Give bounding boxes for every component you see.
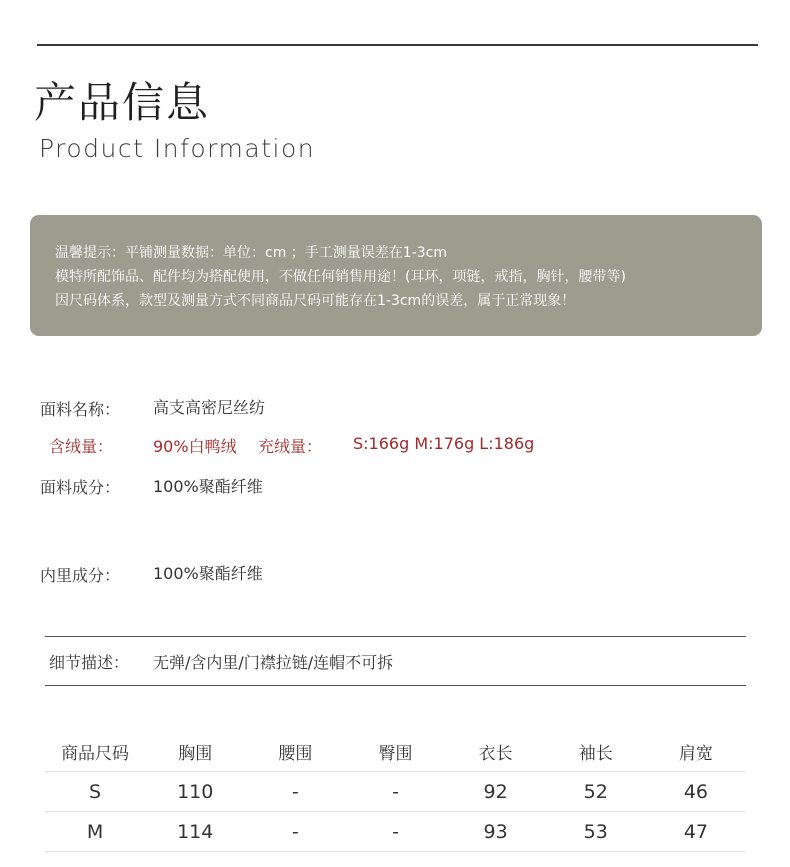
lining-composition-value: 100%聚酯纤维 xyxy=(153,564,263,583)
size-cell: 52 xyxy=(546,772,646,812)
size-cell: 47 xyxy=(646,812,746,852)
table-row xyxy=(45,772,746,812)
detail-desc-value: 无弹/含内里/门襟拉链/连帽不可拆 xyxy=(153,653,394,672)
size-cell: - xyxy=(245,772,345,812)
page-title: 产品信息 xyxy=(34,78,211,127)
size-header-cell: 肩宽 xyxy=(646,731,746,772)
down-content-value: 90%白鸭绒 xyxy=(153,437,237,456)
detail-bottom-divider xyxy=(45,685,746,686)
size-header-cell: 商品尺码 xyxy=(45,731,145,772)
fill-amount-label: 充绒量： xyxy=(258,437,323,456)
size-cell: S xyxy=(45,772,145,812)
down-content-label: 含绒量： xyxy=(49,437,114,456)
fill-amount-value: S:166g M:176g L:186g xyxy=(353,434,535,453)
notice-line: 因尺码体系，款型及测量方式不同商品尺码可能存在1-3cm的误差，属于正常现象！ xyxy=(55,293,576,309)
size-header-cell: 袖长 xyxy=(546,731,646,772)
fabric-composition-value: 100%聚酯纤维 xyxy=(153,477,263,496)
size-header-cell: 衣长 xyxy=(446,731,546,772)
size-cell: 92 xyxy=(446,772,546,812)
notice-line: 温馨提示：平铺测量数据：单位：cm ；手工测量误差在1-3cm xyxy=(55,245,447,261)
size-cell: - xyxy=(345,772,445,812)
fabric-name-label: 面料名称： xyxy=(40,400,121,419)
size-header-cell: 胸围 xyxy=(145,731,245,772)
notice-box xyxy=(30,215,762,336)
size-cell: 93 xyxy=(446,812,546,852)
size-cell: 46 xyxy=(646,772,746,812)
page-subtitle: Product Information xyxy=(39,134,316,163)
size-cell: 53 xyxy=(546,812,646,852)
size-header-cell: 臀围 xyxy=(345,731,445,772)
size-table xyxy=(45,731,746,852)
lining-composition-label: 内里成分： xyxy=(40,566,121,585)
top-divider xyxy=(37,44,758,46)
detail-top-divider xyxy=(45,636,746,637)
fabric-composition-label: 面料成分： xyxy=(40,478,121,497)
size-cell: 110 xyxy=(145,772,245,812)
notice-line: 模特所配饰品、配件均为搭配使用，不做任何销售用途！(耳环，项链，戒指，胸针，腰带等) xyxy=(55,269,626,285)
size-cell: - xyxy=(345,812,445,852)
size-cell: M xyxy=(45,812,145,852)
fabric-name-value: 高支高密尼丝纺 xyxy=(153,398,266,417)
table-row xyxy=(45,812,746,852)
size-table-header-row xyxy=(45,731,746,772)
detail-desc-label: 细节描述： xyxy=(49,653,130,672)
size-header-cell: 腰围 xyxy=(245,731,345,772)
size-cell: 114 xyxy=(145,812,245,852)
size-cell: - xyxy=(245,812,345,852)
